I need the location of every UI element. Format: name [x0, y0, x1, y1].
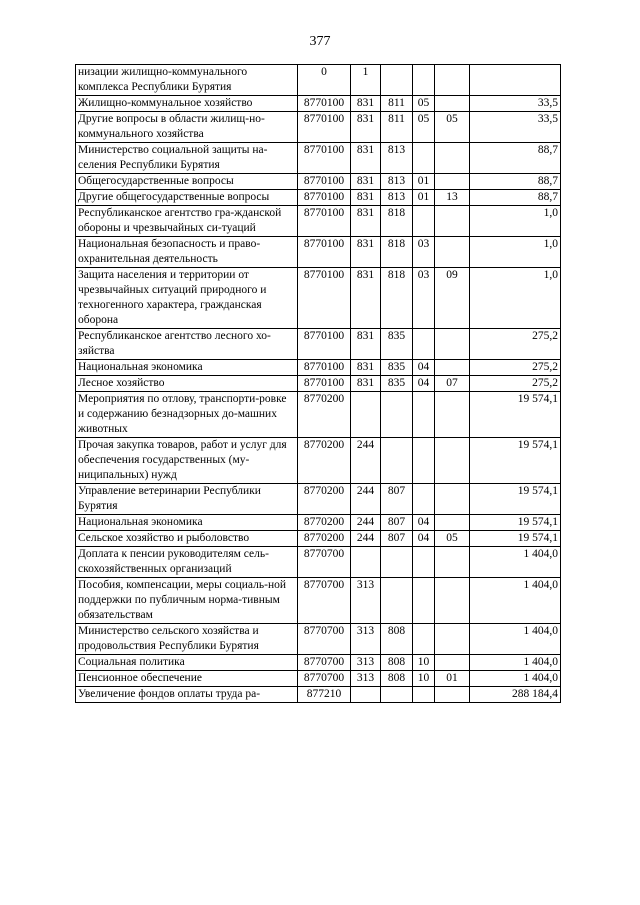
subsection-cell — [435, 206, 470, 237]
row-name-cell: низации жилищно-коммунального комплекса Республики Бурятия — [76, 65, 298, 96]
ministry-code-cell: 811 — [381, 112, 413, 143]
row-name-cell: Министерство социальной защиты на-селения Республики Бурятия — [76, 143, 298, 174]
target-code-cell: 8770700 — [298, 671, 351, 687]
target-code-cell: 8770100 — [298, 329, 351, 360]
ministry-code-cell: 808 — [381, 671, 413, 687]
section-cell — [413, 143, 435, 174]
row-name-cell: Национальная безопасность и право-охранительная деятельность — [76, 237, 298, 268]
section-cell — [413, 65, 435, 96]
section-cell: 10 — [413, 671, 435, 687]
target-code-cell: 8770100 — [298, 206, 351, 237]
target-code-cell: 8770100 — [298, 376, 351, 392]
subsection-cell — [435, 174, 470, 190]
expense-type-cell: 313 — [351, 655, 381, 671]
subsection-cell — [435, 687, 470, 703]
section-cell: 01 — [413, 190, 435, 206]
target-code-cell: 0 — [298, 65, 351, 96]
subsection-cell: 13 — [435, 190, 470, 206]
amount-cell: 275,2 — [470, 360, 561, 376]
expense-type-cell: 1 — [351, 65, 381, 96]
ministry-code-cell — [381, 438, 413, 484]
subsection-cell: 07 — [435, 376, 470, 392]
ministry-code-cell: 835 — [381, 376, 413, 392]
target-code-cell: 8770700 — [298, 655, 351, 671]
section-cell — [413, 392, 435, 438]
row-name-cell: Жилищно-коммунальное хозяйство — [76, 96, 298, 112]
expense-type-cell: 244 — [351, 438, 381, 484]
ministry-code-cell: 818 — [381, 206, 413, 237]
table-row — [76, 547, 561, 578]
section-cell — [413, 206, 435, 237]
ministry-code-cell — [381, 392, 413, 438]
table-row — [76, 329, 561, 360]
section-cell: 04 — [413, 531, 435, 547]
expense-type-cell — [351, 547, 381, 578]
table-row — [76, 484, 561, 515]
row-name-cell: Пособия, компенсации, меры социаль-ной поддержки по публичным норма-тивным обязательствам — [76, 578, 298, 624]
amount-cell — [470, 65, 561, 96]
amount-cell: 88,7 — [470, 143, 561, 174]
subsection-cell: 05 — [435, 531, 470, 547]
amount-cell: 1 404,0 — [470, 671, 561, 687]
subsection-cell — [435, 624, 470, 655]
subsection-cell: 01 — [435, 671, 470, 687]
table-row — [76, 438, 561, 484]
section-cell — [413, 547, 435, 578]
section-cell: 05 — [413, 96, 435, 112]
ministry-code-cell: 813 — [381, 174, 413, 190]
target-code-cell: 8770100 — [298, 237, 351, 268]
table-row — [76, 687, 561, 703]
ministry-code-cell — [381, 547, 413, 578]
amount-cell: 1 404,0 — [470, 655, 561, 671]
ministry-code-cell: 808 — [381, 655, 413, 671]
section-cell: 10 — [413, 655, 435, 671]
row-name-cell: Общегосударственные вопросы — [76, 174, 298, 190]
expense-type-cell: 831 — [351, 360, 381, 376]
row-name-cell: Национальная экономика — [76, 515, 298, 531]
table-row — [76, 112, 561, 143]
ministry-code-cell: 813 — [381, 190, 413, 206]
ministry-code-cell: 808 — [381, 624, 413, 655]
table-row — [76, 376, 561, 392]
expense-type-cell: 831 — [351, 376, 381, 392]
section-cell: 01 — [413, 174, 435, 190]
target-code-cell: 8770200 — [298, 438, 351, 484]
subsection-cell — [435, 438, 470, 484]
amount-cell: 88,7 — [470, 190, 561, 206]
table-row — [76, 237, 561, 268]
subsection-cell — [435, 578, 470, 624]
target-code-cell: 877210 — [298, 687, 351, 703]
section-cell: 05 — [413, 112, 435, 143]
subsection-cell — [435, 547, 470, 578]
row-name-cell: Социальная политика — [76, 655, 298, 671]
amount-cell: 1,0 — [470, 206, 561, 237]
subsection-cell — [435, 237, 470, 268]
ministry-code-cell: 835 — [381, 329, 413, 360]
expense-type-cell: 831 — [351, 174, 381, 190]
expense-type-cell: 313 — [351, 671, 381, 687]
page-number: 377 — [309, 34, 331, 49]
amount-cell: 1 404,0 — [470, 624, 561, 655]
row-name-cell: Увеличение фондов оплаты труда ра- — [76, 687, 298, 703]
row-name-cell: Республиканское агентство гра-жданской обороны и чрезвычайных си-туаций — [76, 206, 298, 237]
expense-type-cell: 244 — [351, 515, 381, 531]
ministry-code-cell — [381, 578, 413, 624]
expense-type-cell: 313 — [351, 578, 381, 624]
amount-cell: 33,5 — [470, 96, 561, 112]
target-code-cell: 8770700 — [298, 547, 351, 578]
ministry-code-cell: 807 — [381, 515, 413, 531]
expense-type-cell: 244 — [351, 484, 381, 515]
row-name-cell: Прочая закупка товаров, работ и услуг для обеспечения государственных (му-ниципальных) нужд — [76, 438, 298, 484]
table-body — [76, 65, 561, 703]
table-row — [76, 206, 561, 237]
row-name-cell: Республиканское агентство лесного хо-зяйства — [76, 329, 298, 360]
row-name-cell: Министерство сельского хозяйства и продовольствия Республики Бурятия — [76, 624, 298, 655]
ministry-code-cell: 813 — [381, 143, 413, 174]
table-row — [76, 671, 561, 687]
amount-cell: 275,2 — [470, 376, 561, 392]
ministry-code-cell: 811 — [381, 96, 413, 112]
row-name-cell: Защита населения и территории от чрезвычайных ситуаций природного и техногенного характера, гражданская оборона — [76, 268, 298, 329]
subsection-cell — [435, 655, 470, 671]
amount-cell: 1,0 — [470, 237, 561, 268]
target-code-cell: 8770200 — [298, 392, 351, 438]
table-row — [76, 96, 561, 112]
table-row — [76, 392, 561, 438]
expense-type-cell: 831 — [351, 96, 381, 112]
expense-type-cell: 831 — [351, 268, 381, 329]
ministry-code-cell: 807 — [381, 531, 413, 547]
target-code-cell: 8770200 — [298, 484, 351, 515]
row-name-cell: Национальная экономика — [76, 360, 298, 376]
amount-cell: 19 574,1 — [470, 484, 561, 515]
target-code-cell: 8770100 — [298, 112, 351, 143]
amount-cell: 19 574,1 — [470, 515, 561, 531]
amount-cell: 19 574,1 — [470, 392, 561, 438]
table-row — [76, 360, 561, 376]
section-cell: 03 — [413, 237, 435, 268]
expense-type-cell: 831 — [351, 112, 381, 143]
section-cell — [413, 624, 435, 655]
row-name-cell: Сельское хозяйство и рыболовство — [76, 531, 298, 547]
expense-type-cell — [351, 687, 381, 703]
section-cell — [413, 687, 435, 703]
subsection-cell — [435, 392, 470, 438]
subsection-cell — [435, 360, 470, 376]
subsection-cell — [435, 143, 470, 174]
expense-type-cell: 831 — [351, 143, 381, 174]
expense-type-cell: 244 — [351, 531, 381, 547]
row-name-cell: Мероприятия по отлову, транспорти-ровке и содержанию безнадзорных до-машних животных — [76, 392, 298, 438]
ministry-code-cell — [381, 687, 413, 703]
subsection-cell: 09 — [435, 268, 470, 329]
amount-cell: 19 574,1 — [470, 531, 561, 547]
amount-cell: 275,2 — [470, 329, 561, 360]
row-name-cell: Другие общегосударственные вопросы — [76, 190, 298, 206]
table-row — [76, 655, 561, 671]
table-row — [76, 190, 561, 206]
target-code-cell: 8770200 — [298, 515, 351, 531]
expense-type-cell: 313 — [351, 624, 381, 655]
target-code-cell: 8770100 — [298, 174, 351, 190]
target-code-cell: 8770100 — [298, 143, 351, 174]
section-cell: 03 — [413, 268, 435, 329]
amount-cell: 19 574,1 — [470, 438, 561, 484]
section-cell — [413, 438, 435, 484]
expense-type-cell: 831 — [351, 329, 381, 360]
subsection-cell — [435, 96, 470, 112]
section-cell — [413, 578, 435, 624]
table-row — [76, 624, 561, 655]
ministry-code-cell: 807 — [381, 484, 413, 515]
subsection-cell — [435, 329, 470, 360]
section-cell: 04 — [413, 360, 435, 376]
amount-cell: 288 184,4 — [470, 687, 561, 703]
expense-type-cell: 831 — [351, 237, 381, 268]
table-row — [76, 515, 561, 531]
subsection-cell — [435, 65, 470, 96]
expense-type-cell — [351, 392, 381, 438]
section-cell — [413, 484, 435, 515]
target-code-cell: 8770700 — [298, 578, 351, 624]
amount-cell: 1 404,0 — [470, 547, 561, 578]
subsection-cell: 05 — [435, 112, 470, 143]
amount-cell: 33,5 — [470, 112, 561, 143]
amount-cell: 1,0 — [470, 268, 561, 329]
ministry-code-cell: 818 — [381, 268, 413, 329]
table-row — [76, 174, 561, 190]
expense-type-cell: 831 — [351, 190, 381, 206]
amount-cell: 88,7 — [470, 174, 561, 190]
table-row — [76, 65, 561, 96]
subsection-cell — [435, 515, 470, 531]
row-name-cell: Доплата к пенсии руководителям сель-скохозяйственных организаций — [76, 547, 298, 578]
target-code-cell: 8770700 — [298, 624, 351, 655]
budget-table — [75, 64, 561, 703]
row-name-cell: Управление ветеринарии Республики Бурятия — [76, 484, 298, 515]
target-code-cell: 8770100 — [298, 96, 351, 112]
target-code-cell: 8770100 — [298, 190, 351, 206]
ministry-code-cell: 835 — [381, 360, 413, 376]
target-code-cell: 8770100 — [298, 360, 351, 376]
row-name-cell: Лесное хозяйство — [76, 376, 298, 392]
ministry-code-cell: 818 — [381, 237, 413, 268]
target-code-cell: 8770200 — [298, 531, 351, 547]
row-name-cell: Другие вопросы в области жилищ-но-коммунального хозяйства — [76, 112, 298, 143]
subsection-cell — [435, 484, 470, 515]
row-name-cell: Пенсионное обеспечение — [76, 671, 298, 687]
table-row — [76, 578, 561, 624]
ministry-code-cell — [381, 65, 413, 96]
section-cell: 04 — [413, 376, 435, 392]
amount-cell: 1 404,0 — [470, 578, 561, 624]
table-row — [76, 268, 561, 329]
section-cell — [413, 329, 435, 360]
table-row — [76, 531, 561, 547]
target-code-cell: 8770100 — [298, 268, 351, 329]
expense-type-cell: 831 — [351, 206, 381, 237]
table-row — [76, 143, 561, 174]
section-cell: 04 — [413, 515, 435, 531]
